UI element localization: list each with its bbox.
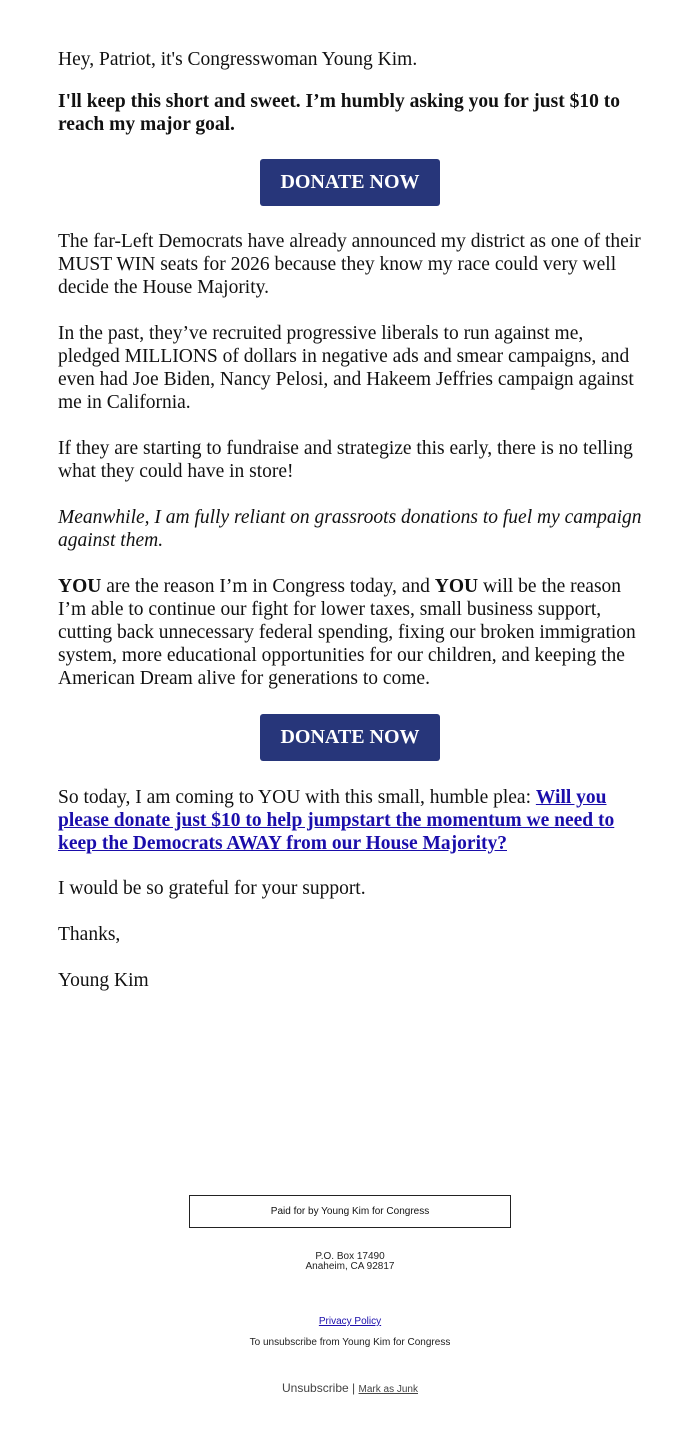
lead-text: I'll keep this short and sweet. I’m humbly asking you for just $10 to reach my major goal. (58, 91, 620, 135)
paragraph-you-text: will be the reason I’m able to continue our fight for lower taxes, small business support, cutting back unnecessary federal spending, fixing our broken immigration system, more educational opportunities for our children, and keeping the American Dream alive for generations to come. (58, 576, 636, 689)
unsubscribe-row (0, 1381, 700, 1395)
gratitude: I would be so grateful for your support. (58, 878, 366, 899)
paragraph-grassroots: Meanwhile, I am fully reliant on grassroots donations to fuel my campaign against them. (58, 507, 642, 551)
you-emphasis: YOU (58, 576, 102, 597)
paid-for-disclaimer: Paid for by Young Kim for Congress (189, 1195, 511, 1228)
unsubscribe-link[interactable]: Unsubscribe (282, 1381, 349, 1395)
privacy-policy-row (0, 1316, 700, 1327)
greeting: Hey, Patriot, it's Congresswoman Young Kim. (58, 49, 418, 70)
address-line: P.O. Box 17490 (315, 1251, 385, 1262)
you-emphasis: YOU (434, 576, 479, 597)
mailing-address (0, 1252, 700, 1272)
footer-separator: | (352, 1381, 356, 1395)
signature: Young Kim (58, 970, 149, 991)
donate-now-button[interactable]: DONATE NOW (260, 159, 440, 206)
paragraph-you-text: are the reason I’m in Congress today, and (101, 576, 435, 597)
donate-ask-link[interactable]: Will you please donate just $10 to help jumpstart the momentum we need to keep the Democrats AWAY from our House Majority? (58, 787, 615, 854)
donate-now-button[interactable]: DONATE NOW (260, 714, 440, 761)
mark-as-junk-link[interactable]: Mark as Junk (358, 1384, 418, 1395)
paragraph-you (58, 575, 648, 690)
address-line: Anaheim, CA 92817 (305, 1261, 395, 1272)
privacy-policy-link[interactable]: Privacy Policy (318, 1316, 382, 1327)
unsubscribe-note: To unsubscribe from Young Kim for Congress (249, 1337, 451, 1348)
plea-intro: So today, I am coming to YOU with this small, humble plea: (58, 787, 536, 808)
plea-paragraph (58, 786, 648, 855)
signoff: Thanks, (58, 924, 121, 945)
paragraph-fundraise: If they are starting to fundraise and strategize this early, there is no telling what they could have in store! (58, 438, 633, 482)
paragraph-district: The far-Left Democrats have already announced my district as one of their MUST WIN seats for 2026 because they know my race could very well decide the House Majority. (58, 231, 641, 298)
paragraph-past: In the past, they’ve recruited progressive liberals to run against me, pledged MILLIONS of dollars in negative ads and smear campaigns, and even had Joe Biden, Nancy Pelosi, and Hakeem Jeffries campaign against me in California. (58, 323, 634, 413)
